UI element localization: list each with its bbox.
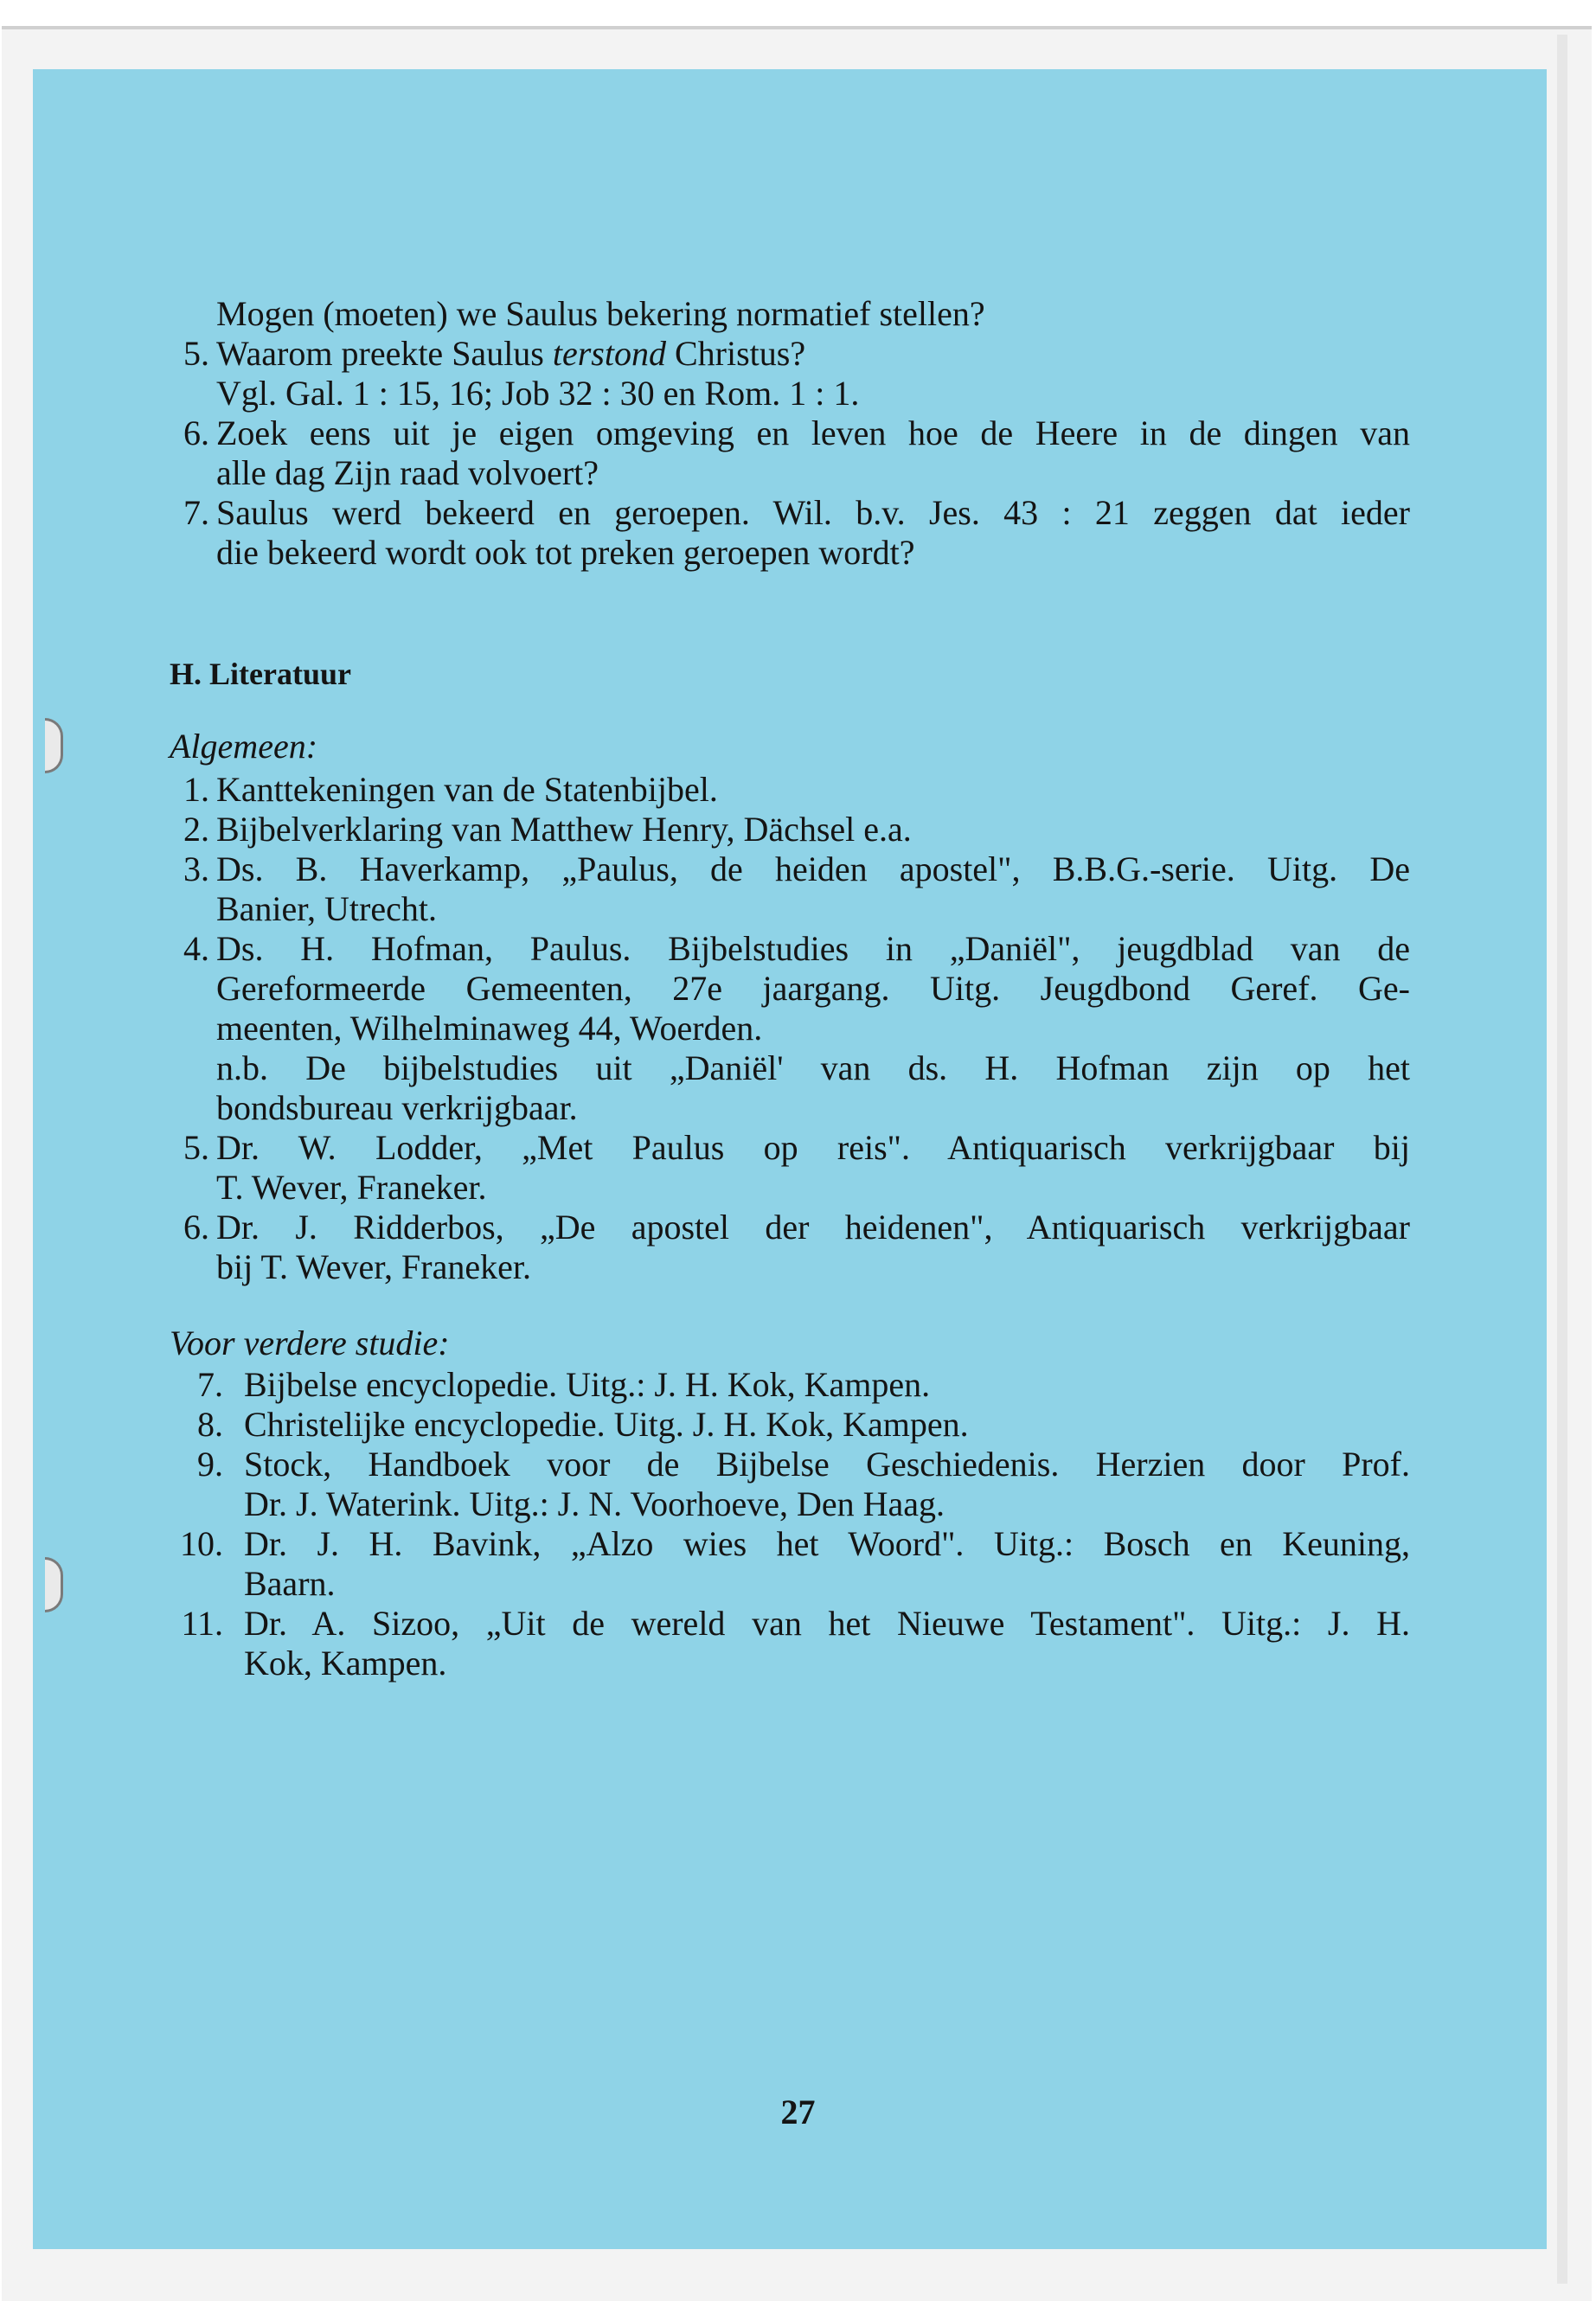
list-item: Baarn. (244, 1564, 336, 1603)
list-item: meenten, Wilhelminaweg 44, Woerden. (216, 1009, 763, 1048)
subsection-title: Voor verdere studie: (170, 1324, 450, 1362)
list-item: bondsbureau verkrijgbaar. (216, 1088, 578, 1127)
list-number: 4. (183, 929, 209, 968)
question-text: Waarom preekte Saulus terstond Christus? (216, 334, 806, 373)
list-item: Dr. J. H. Bavink, „Alzo wies het Woord". Uitg.: Bosch en Keuning, (244, 1524, 1410, 1563)
list-item: Dr. A. Sizoo, „Uit de wereld van het Nieuwe Testament". Uitg.: J. H. (244, 1604, 1410, 1643)
list-item: Bijbelse encyclopedie. Uitg.: J. H. Kok, Kampen. (244, 1365, 931, 1404)
list-item: Ds. H. Hofman, Paulus. Bijbelstudies in „Daniël", jeugdblad van de (216, 929, 1410, 968)
list-number: 10. (180, 1524, 223, 1563)
list-item: Banier, Utrecht. (216, 889, 437, 928)
list-number: 11. (181, 1604, 223, 1643)
list-item: Gereformeerde Gemeenten, 27e jaargang. Uitg. Jeugdbond Geref. Ge- (216, 969, 1410, 1008)
list-item: bij T. Wever, Franeker. (216, 1247, 531, 1286)
question-number: 6. (183, 413, 209, 452)
list-item: T. Wever, Franeker. (216, 1168, 487, 1207)
list-item: Bijbelverklaring van Matthew Henry, Dächsel e.a. (216, 810, 912, 849)
list-item: Dr. W. Lodder, „Met Paulus op reis". Antiquarisch verkrijgbaar bij (216, 1128, 1410, 1167)
list-item: n.b. De bijbelstudies uit „Daniël' van ds. H. Hofman zijn op het (216, 1048, 1410, 1087)
question-text: Saulus werd bekeerd en geroepen. Wil. b.v. Jes. 43 : 21 zeggen dat ieder (216, 493, 1410, 532)
list-item: Stock, Handboek voor de Bijbelse Geschiedenis. Herzien door Prof. (244, 1445, 1410, 1484)
list-number: 5. (183, 1128, 209, 1167)
page-edge (1557, 35, 1567, 2284)
list-item: Christelijke encyclopedie. Uitg. J. H. Kok, Kampen. (244, 1405, 969, 1444)
question-number: 5. (183, 334, 209, 373)
list-item: Ds. B. Haverkamp, „Paulus, de heiden apostel", B.B.G.-serie. Uitg. De (216, 849, 1410, 888)
list-item: Dr. J. Ridderbos, „De apostel der heidenen", Antiquarisch verkrijgbaar (216, 1208, 1410, 1247)
question-text: alle dag Zijn raad volvoert? (216, 453, 599, 492)
question-text: Vgl. Gal. 1 : 15, 16; Job 32 : 30 en Rom. 1 : 1. (216, 374, 860, 413)
list-number: 8. (197, 1405, 223, 1444)
section-heading: H. Literatuur (170, 657, 351, 691)
page-number: 27 (780, 2093, 816, 2131)
question-text: Zoek eens uit je eigen omgeving en leven hoe de Heere in de dingen van (216, 413, 1410, 452)
list-number: 6. (183, 1208, 209, 1247)
list-number: 9. (197, 1445, 223, 1484)
list-item: Kok, Kampen. (244, 1644, 447, 1682)
list-number: 1. (183, 770, 209, 809)
question-text: die bekeerd wordt ook tot preken geroepen wordt? (216, 533, 915, 572)
list-number: 7. (197, 1365, 223, 1404)
list-item: Kanttekeningen van de Statenbijbel. (216, 770, 718, 809)
question-number: 7. (183, 493, 209, 532)
question-continuation: Mogen (moeten) we Saulus bekering normatief stellen? (216, 294, 985, 333)
list-number: 3. (183, 849, 209, 888)
subsection-title: Algemeen: (170, 727, 318, 766)
list-number: 2. (183, 810, 209, 849)
list-item: Dr. J. Waterink. Uitg.: J. N. Voorhoeve, Den Haag. (244, 1484, 945, 1523)
